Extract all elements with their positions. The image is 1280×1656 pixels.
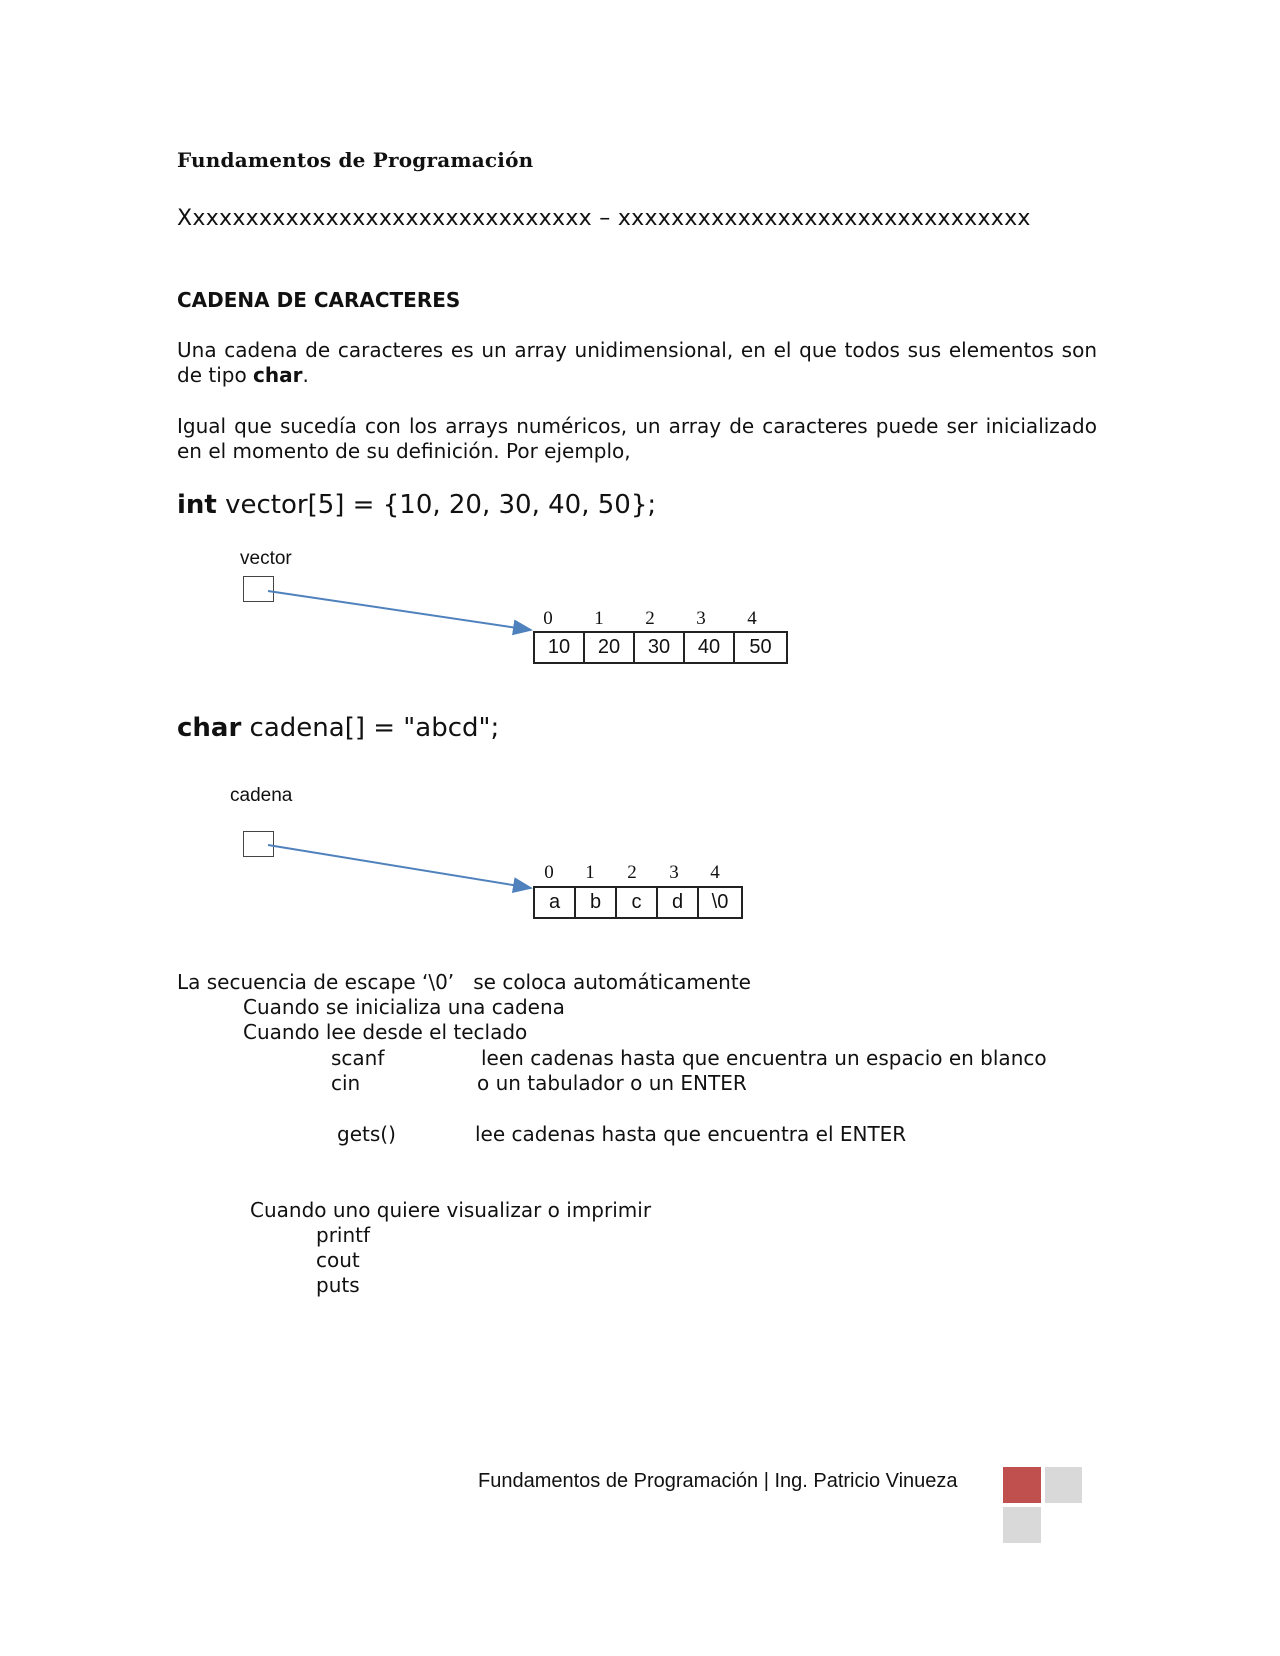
code-keyword-int: int — [177, 490, 217, 520]
vector-index: 0 — [543, 608, 553, 629]
footer-square-gray — [1045, 1467, 1082, 1503]
paragraph-definition-text: Una cadena de caracteres es un array unidimensional, en el que todos sus elementos son de tipo — [177, 338, 1097, 387]
cadena-index: 3 — [669, 862, 679, 883]
fn-scanf-desc: leen cadenas hasta que encuentra un espacio en blanco — [481, 1046, 1047, 1070]
cadena-index: 1 — [585, 862, 595, 883]
cadena-cell: a — [533, 886, 576, 919]
fn-cout: cout — [316, 1248, 360, 1272]
vector-cell: 50 — [733, 631, 788, 664]
vector-index: 1 — [594, 608, 604, 629]
vector-cell: 10 — [533, 631, 585, 664]
footer-square-gray — [1003, 1507, 1041, 1543]
vector-index: 4 — [747, 608, 757, 629]
vector-index: 2 — [645, 608, 655, 629]
paragraph-initialization: Igual que sucedía con los arrays numéricos, un array de caracteres puede ser inicializado en el momento de su definición. Por ejemplo, — [177, 414, 1097, 463]
paragraph-definition-end: . — [302, 363, 309, 387]
cadena-cell: c — [615, 886, 658, 919]
char-keyword: char — [253, 363, 303, 387]
fn-gets-desc: lee cadenas hasta que encuentra el ENTER — [475, 1122, 907, 1146]
code-char-cadena-rest: cadena[] = "abcd"; — [241, 713, 500, 743]
student-name: Xxxxxxxxxxxxxxxxxxxxxxxxxxxxxxx – xxxxxxxxxxxxxxxxxxxxxxxxxxxxxxx — [177, 206, 1031, 231]
vector-arrow — [268, 591, 531, 630]
footer-square-red — [1003, 1467, 1041, 1503]
fn-scanf: scanf — [331, 1046, 385, 1070]
fn-gets: gets() — [337, 1122, 396, 1146]
fn-cin-desc: o un tabulador o un ENTER — [477, 1071, 747, 1095]
fn-printf: printf — [316, 1223, 371, 1247]
vector-cell: 20 — [583, 631, 635, 664]
cadena-arrow — [268, 845, 531, 888]
cadena-label: cadena — [230, 785, 293, 806]
note-read: Cuando lee desde el teclado — [243, 1020, 528, 1044]
footer-text: Fundamentos de Programación | Ing. Patricio Vinueza — [478, 1470, 958, 1492]
page-title: Fundamentos de Programación — [177, 148, 534, 172]
section-title: CADENA DE CARACTERES — [177, 288, 461, 312]
cadena-cell: \0 — [697, 886, 743, 919]
vector-cell: 40 — [683, 631, 735, 664]
cadena-cell: b — [574, 886, 617, 919]
escape-note: La secuencia de escape ‘\0’ se coloca automáticamente — [177, 970, 751, 994]
vector-cell: 30 — [633, 631, 685, 664]
cadena-index: 2 — [627, 862, 637, 883]
cadena-cell: d — [656, 886, 699, 919]
note-print: Cuando uno quiere visualizar o imprimir — [250, 1198, 652, 1222]
fn-puts: puts — [316, 1273, 360, 1297]
fn-cin: cin — [331, 1071, 361, 1095]
cadena-index: 0 — [544, 862, 554, 883]
code-keyword-char: char — [177, 713, 242, 743]
vector-label: vector — [240, 548, 292, 569]
note-init: Cuando se inicializa una cadena — [243, 995, 565, 1019]
cadena-index: 4 — [710, 862, 720, 883]
vector-index: 3 — [696, 608, 706, 629]
code-int-vector-rest: vector[5] = {10, 20, 30, 40, 50}; — [216, 490, 657, 520]
